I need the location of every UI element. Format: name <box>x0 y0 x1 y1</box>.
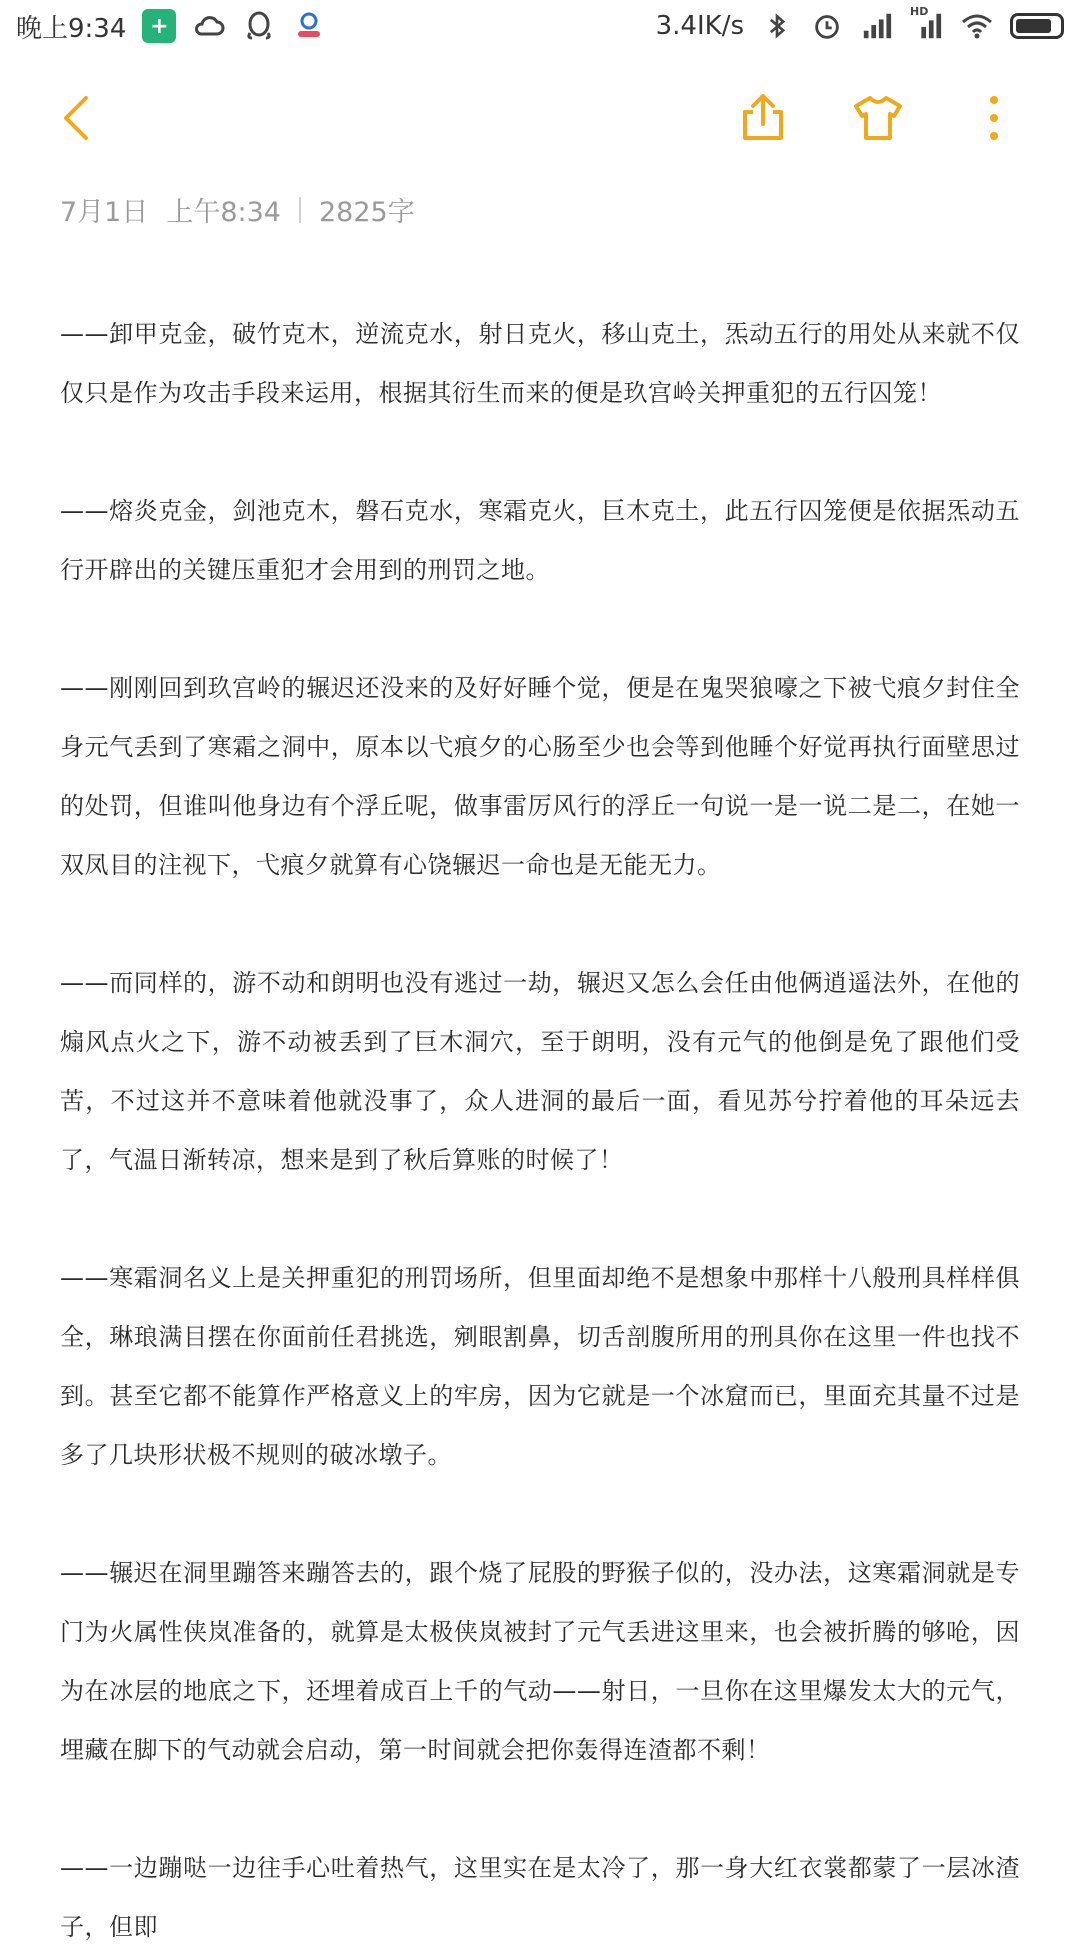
note-time: 上午8:34 <box>166 197 281 228</box>
theme-icon <box>852 92 904 144</box>
qq-icon <box>242 9 276 43</box>
note-paragraph: ——熔炎克金，剑池克木，磐石克水，寒霜克火，巨木克土，此五行囚笼便是依据炁动五行开辟出的关键压重犯才会用到的刑罚之地。 <box>60 497 1020 584</box>
hd-label: HD <box>910 5 929 18</box>
network-speed: 3.4IK/s <box>655 11 744 41</box>
wifi-icon <box>960 9 994 43</box>
toolbar <box>0 70 1080 166</box>
alarm-icon <box>810 9 844 43</box>
theme-button[interactable] <box>830 70 926 166</box>
note-paragraph: ——卸甲克金，破竹克木，逆流克水，射日克火，移山克土，炁动五行的用处从来就不仅仅只是作为攻击手段来运用，根据其衍生而来的便是玖宫岭关押重犯的五行囚笼！ <box>60 320 1020 407</box>
cloud-icon <box>192 9 226 43</box>
shield-icon: + <box>142 9 176 43</box>
note-paragraph: ——而同样的，游不动和朗明也没有逃过一劫，辗迟又怎么会任由他俩逍遥法外，在他的煽风点火之下，游不动被丢到了巨木洞穴，至于朗明，没有元气的他倒是免了跟他们受苦，不过这并不意味着他就没事了，众人进洞的最后一面，看见苏兮拧着他的耳朵远去了，气温日渐转凉，想来是到了秋后算账的时候了！ <box>60 969 1020 1174</box>
meta-divider <box>299 197 301 223</box>
status-bar <box>0 0 1080 52</box>
share-button[interactable] <box>715 70 811 166</box>
share-icon <box>737 92 789 144</box>
note-paragraph: ——寒霜洞名义上是关押重犯的刑罚场所，但里面却绝不是想象中那样十八般刑具样样俱全，琳琅满目摆在你面前任君挑选，剜眼割鼻，切舌剖腹所用的刑具你在这里一件也找不到。甚至它都不能算作严格意义上的牢房，因为它就是一个冰窟而已，里面充其量不过是多了几块形状极不规则的破冰墩子。 <box>60 1264 1020 1469</box>
bluetooth-icon <box>760 9 794 43</box>
note-content[interactable] <box>60 305 1020 1941</box>
signal-icon <box>860 9 894 43</box>
more-icon <box>968 92 1020 144</box>
note-paragraph: ——辗迟在洞里蹦答来蹦答去的，跟个烧了屁股的野猴子似的，没办法，这寒霜洞就是专门为火属性侠岚准备的，就算是太极侠岚被封了元气丢进这里来，也会被折腾的够呛，因为在冰层的地底之下，还埋着成百上千的气动——射日，一旦你在这里爆发太大的元气，埋藏在脚下的气动就会启动，第一时间就会把你轰得连渣都不剩！ <box>60 1559 1020 1764</box>
more-button[interactable] <box>946 70 1042 166</box>
battery-icon <box>1010 13 1064 39</box>
word-count: 2825字 <box>319 197 415 228</box>
note-meta <box>60 190 415 229</box>
note-date: 7月1日 <box>60 197 149 228</box>
back-icon <box>52 92 104 144</box>
note-paragraph: ——一边蹦哒一边往手心吐着热气，这里实在是太冷了，那一身大红衣裳都蒙了一层冰渣子，但即 <box>60 1854 1020 1941</box>
status-left <box>16 8 326 45</box>
status-right <box>655 5 1064 43</box>
status-time: 晚上9:34 <box>16 13 127 44</box>
note-paragraph: ——刚刚回到玖宫岭的辗迟还没来的及好好睡个觉，便是在鬼哭狼嚎之下被弋痕夕封住全身元气丢到了寒霜之洞中，原本以弋痕夕的心肠至少也会等到他睡个好觉再执行面壁思过的处罚，但谁叫他身边有个浮丘呢，做事雷厉风行的浮丘一句说一是一说二是二，在她一双凤目的注视下，弋痕夕就算有心饶辗迟一命也是无能无力。 <box>60 674 1020 879</box>
back-button[interactable] <box>30 70 126 166</box>
hd-signal-icon <box>910 5 944 43</box>
app-icon <box>292 9 326 43</box>
